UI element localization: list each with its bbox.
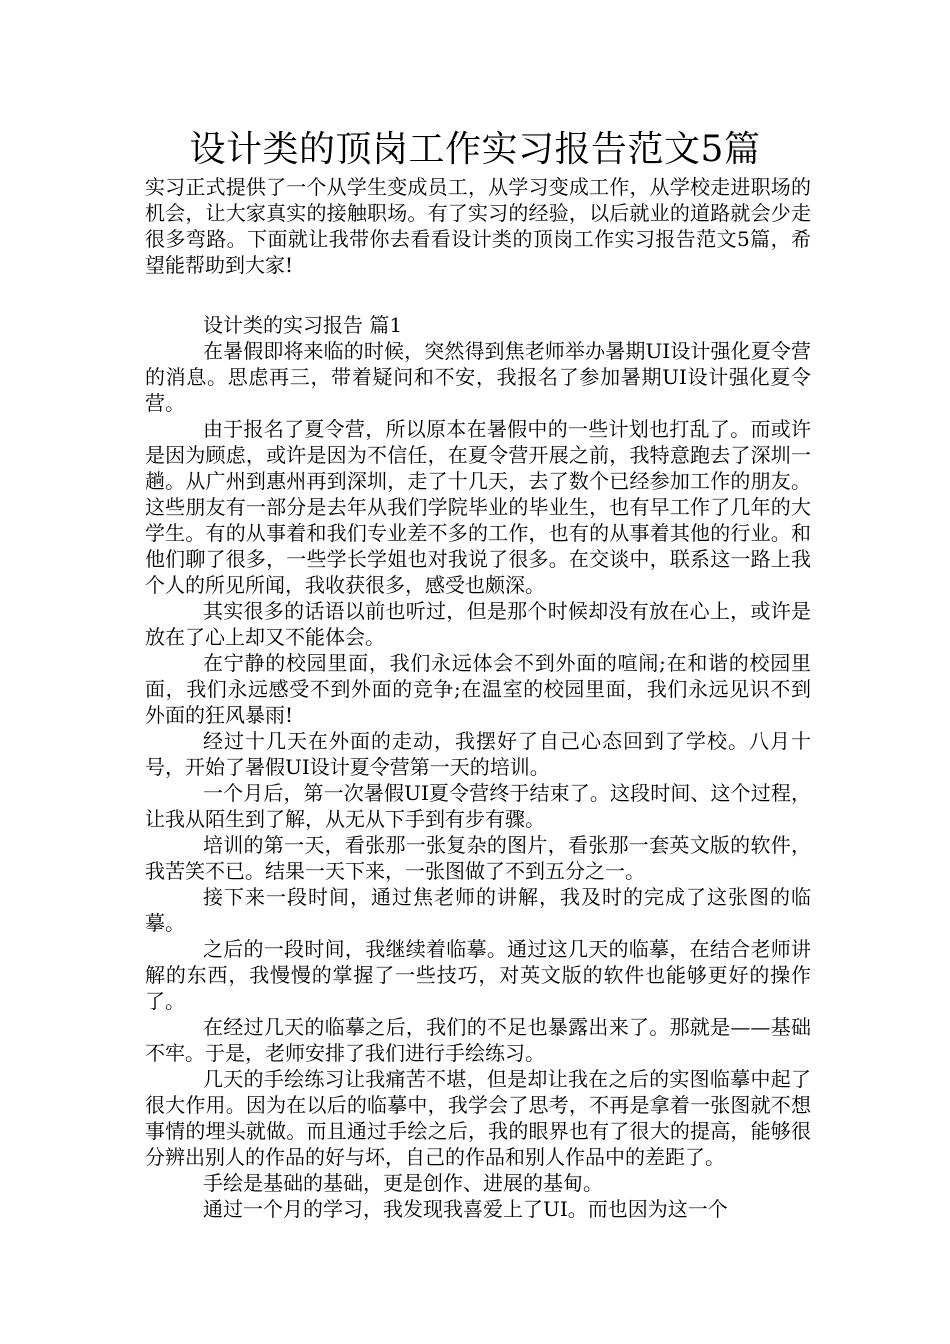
body-paragraph: 之后的一段时间，我继续着临摹。通过这几天的临摹，在结合老师讲解的东西，我慢慢的掌握了一些技巧，对英文版的软件也能够更好的操作了。 — [145, 937, 811, 1013]
paragraph-spacer — [145, 278, 811, 312]
body-paragraph: 手绘是基础的基础，更是创作、进展的基甸。 — [203, 1171, 603, 1195]
body-paragraph: 由于报名了夏令营，所以原本在暑假中的一些计划也打乱了。而或许是因为顾虑，或许是因为不信任，在夏令营开展之前，我特意跑去了深圳一趟。从广州到惠州再到深圳，走了十几天，去了数个已经参加工作的朋友。这些朋友有一部分是去年从我们学院毕业的毕业生，也有早工作了几年的大学生。有的从事着和我们专业差不多的工作，也有的从事着其他的行业。和他们聊了很多，一些学长学姐也对我说了很多。在交谈中，联系这一路上我个人的所见所闻，我收获很多，感受也颇深。 — [145, 417, 811, 597]
body-paragraph: 接下来一段时间，通过焦老师的讲解，我及时的完成了这张图的临摹。 — [145, 885, 811, 935]
section-heading: 设计类的实习报告 篇1 — [203, 313, 403, 337]
body-paragraph: 其实很多的话语以前也听过，但是那个时候却没有放在心上，或许是放在了心上却又不能体会。 — [145, 599, 811, 649]
body-paragraph: 在宁静的校园里面，我们永远体会不到外面的喧闹;在和谐的校园里面，我们永远感受不到外面的竞争;在温室的校园里面，我们永远见识不到外面的狂风暴雨! — [145, 651, 811, 727]
body-paragraph: 几天的手绘练习让我痛苦不堪，但是却让我在之后的实图临摹中起了很大作用。因为在以后的临摹中，我学会了思考，不再是拿着一张图就不想事情的埋头就做。而且通过手绘之后，我的眼界也有了很大的提高，能够很分辨出别人的作品的好与坏，自己的作品和别人作品中的差距了。 — [145, 1067, 811, 1169]
document-body — [145, 174, 811, 1222]
body-paragraph: 培训的第一天，看张那一张复杂的图片，看张那一套英文版的软件，我苦笑不已。结果一天下来，一张图做了不到五分之一。 — [145, 833, 811, 883]
body-paragraph: 经过十几天在外面的走动，我摆好了自己心态回到了学校。八月十号，开始了暑假UI设计夏令营第一天的培训。 — [145, 729, 811, 779]
document-title: 设计类的顶岗工作实习报告范文5篇 — [189, 129, 761, 170]
intro-paragraph: 实习正式提供了一个从学生变成员工，从学习变成工作，从学校走进职场的机会，让大家真实的接触职场。有了实习的经验，以后就业的道路就会少走很多弯路。下面就让我带你去看看设计类的顶岗工作实习报告范文5篇，希望能帮助到大家! — [145, 175, 811, 277]
body-paragraph: 在暑假即将来临的时候，突然得到焦老师举办暑期UI设计强化夏令营的消息。思虑再三，带着疑问和不安，我报名了参加暑期UI设计强化夏令营。 — [145, 339, 811, 415]
body-paragraph: 在经过几天的临摹之后，我们的不足也暴露出来了。那就是——基础不牢。于是，老师安排了我们进行手绘练习。 — [145, 1015, 811, 1065]
body-paragraph: 一个月后，第一次暑假UI夏令营终于结束了。这段时间、这个过程，让我从陌生到了解，从无从下手到有步有骤。 — [145, 781, 811, 831]
body-paragraph: 通过一个月的学习，我发现我喜爱上了UI。而也因为这一个 — [203, 1197, 728, 1221]
